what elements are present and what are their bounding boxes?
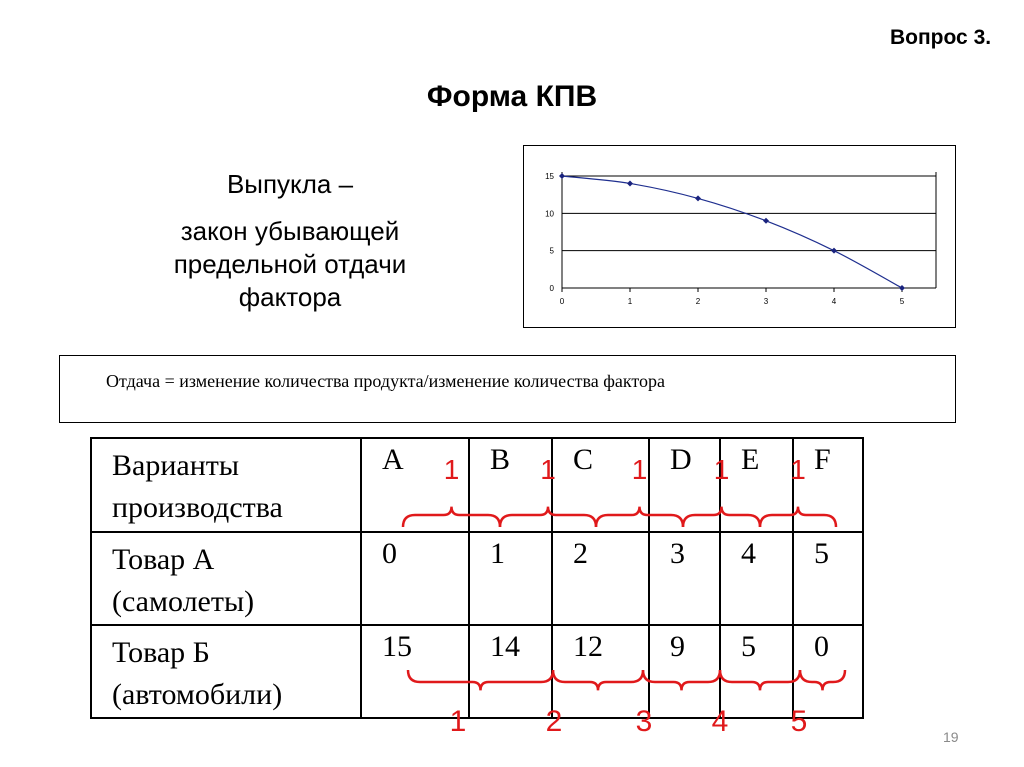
data-point bbox=[695, 195, 701, 201]
variant-cell: E bbox=[720, 438, 793, 532]
row-b-value: 15 bbox=[361, 625, 469, 718]
top-brace-label: 1 bbox=[631, 454, 648, 485]
y-tick-label: 0 bbox=[549, 284, 554, 293]
explanation-line-3: предельной отдачи bbox=[173, 249, 407, 280]
ppf-curve bbox=[562, 176, 902, 288]
row-b-value: 12 bbox=[552, 625, 649, 718]
row-a-label-cell bbox=[91, 532, 361, 625]
bottom-brace-label: 1 bbox=[449, 705, 467, 738]
bottom-brace-label: 3 bbox=[635, 705, 653, 738]
y-tick-label: 15 bbox=[545, 172, 554, 181]
y-tick-label: 5 bbox=[549, 246, 554, 256]
data-point bbox=[559, 173, 565, 179]
x-tick-label: 2 bbox=[695, 297, 701, 306]
table-row-b bbox=[91, 625, 863, 718]
header-label-cell bbox=[91, 438, 361, 532]
row-a-value: 1 bbox=[469, 532, 552, 625]
variant-cell: F bbox=[793, 438, 863, 532]
x-tick-label: 0 bbox=[559, 297, 565, 306]
row-a-value: 5 bbox=[793, 532, 863, 625]
formula-text: Отдача = изменение количества продукта/изменение количества фактора bbox=[106, 371, 665, 391]
data-point bbox=[763, 218, 769, 224]
data-point bbox=[627, 180, 633, 186]
top-brace-label: 1 bbox=[790, 454, 806, 485]
formula-box bbox=[59, 355, 956, 423]
row-a-label-line-1: Товар А bbox=[112, 543, 215, 576]
row-b-value: 5 bbox=[720, 625, 793, 718]
page-number: 19 bbox=[943, 729, 959, 745]
x-tick-label: 3 bbox=[763, 297, 769, 306]
row-b-label-line-2: (автомобили) bbox=[112, 678, 283, 711]
row-b-value: 14 bbox=[469, 625, 552, 718]
row-a-value: 2 bbox=[552, 532, 649, 625]
explanation-line-1: Выпукла – bbox=[226, 169, 354, 199]
table-row-a bbox=[91, 532, 863, 625]
bottom-brace-label: 5 bbox=[790, 705, 808, 738]
explanation-line-2: закон убывающей bbox=[180, 216, 400, 247]
row-a-value: 4 bbox=[720, 532, 793, 625]
slide-title: Форма КПВ bbox=[426, 80, 598, 113]
production-table bbox=[90, 437, 864, 719]
data-point bbox=[899, 285, 905, 291]
x-tick-label: 1 bbox=[627, 297, 633, 306]
y-tick-label: 10 bbox=[545, 209, 554, 219]
row-b-label-line-1: Товар Б bbox=[112, 636, 210, 669]
convexity-explanation bbox=[100, 168, 480, 314]
bottom-brace-label: 2 bbox=[545, 705, 563, 738]
header-label-line-1: Варианты bbox=[112, 449, 240, 482]
table-header-row bbox=[91, 438, 863, 532]
variant-cell: D bbox=[649, 438, 720, 532]
bottom-brace-label: 4 bbox=[711, 705, 729, 738]
top-brace-label: 1 bbox=[443, 454, 460, 485]
ppf-chart bbox=[523, 145, 956, 328]
variant-cell: C bbox=[552, 438, 649, 532]
production-table-wrap bbox=[90, 437, 864, 719]
variant-cell: A bbox=[361, 438, 469, 532]
row-b-label-cell bbox=[91, 625, 361, 718]
row-a-value: 0 bbox=[361, 532, 469, 625]
x-tick-label: 5 bbox=[899, 297, 905, 306]
row-b-value: 9 bbox=[649, 625, 720, 718]
header-label-line-2: производства bbox=[112, 491, 283, 524]
row-b-value: 0 bbox=[793, 625, 863, 718]
row-a-value: 3 bbox=[649, 532, 720, 625]
data-point bbox=[831, 248, 837, 254]
ppf-chart-svg bbox=[524, 146, 957, 329]
variant-cell: B bbox=[469, 438, 552, 532]
question-label: Вопрос 3. bbox=[890, 26, 992, 49]
row-a-label-line-2: (самолеты) bbox=[112, 585, 255, 618]
top-brace-label: 1 bbox=[713, 454, 730, 485]
top-brace-label: 1 bbox=[540, 454, 556, 485]
explanation-line-4: фактора bbox=[238, 282, 342, 313]
x-tick-label: 4 bbox=[831, 297, 837, 306]
